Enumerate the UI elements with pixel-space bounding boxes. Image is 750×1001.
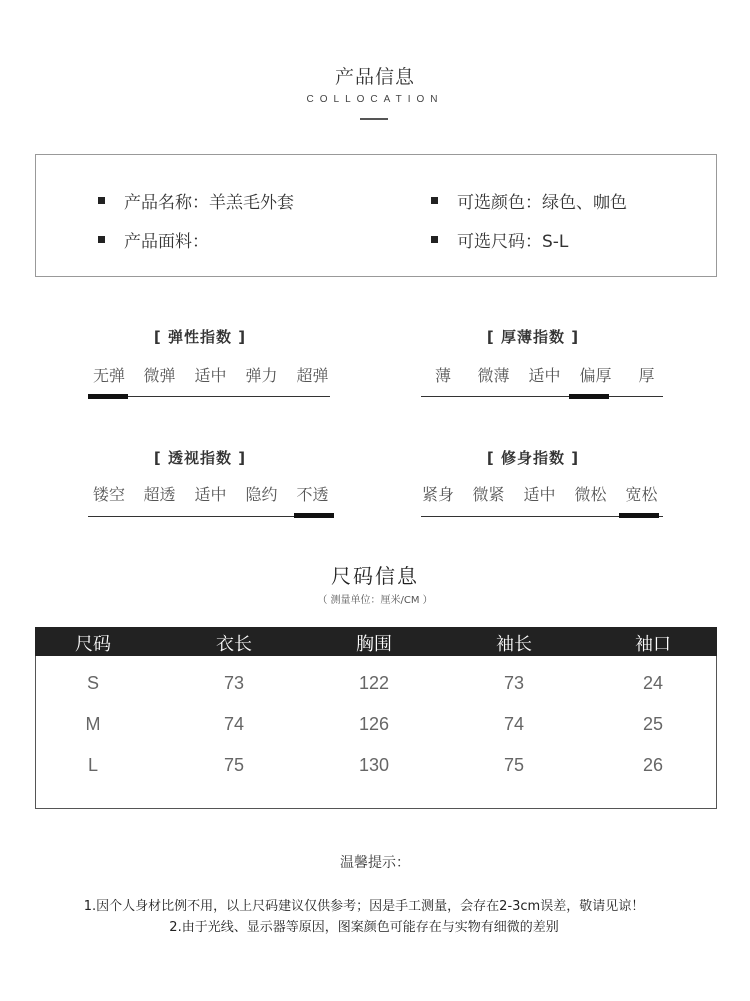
table-cell: 74 — [503, 714, 525, 734]
tip-line-1: 1.因个人身材比例不用，以上尺码建议仅供参考；因是手工测量，会存在2-3cm误差，敬请见谅！ — [83, 899, 645, 914]
section-title-product-info: 产品信息 — [334, 66, 415, 88]
index-option: 宽松 — [625, 485, 658, 504]
index-option: 适中 — [528, 366, 561, 385]
table-header-cell: 袖口 — [635, 634, 671, 655]
thickness-index — [403, 326, 663, 347]
table-cell: 73 — [503, 673, 525, 693]
index-option: 镂空 — [92, 485, 125, 504]
fit-options — [413, 482, 667, 505]
index-option: 微弹 — [143, 366, 176, 385]
table-cell: 122 — [358, 673, 390, 693]
product-sizes-item — [431, 227, 568, 252]
table-cell: L — [87, 755, 98, 775]
bullet-icon — [98, 197, 105, 204]
fit-index — [403, 447, 663, 468]
bullet-icon — [98, 236, 105, 243]
index-title: [ 修身指数 ] — [486, 449, 580, 467]
thickness-options — [418, 363, 672, 386]
fit-selected-marker — [619, 513, 659, 518]
elasticity-index — [70, 326, 330, 347]
section-subtitle: COLLOCATION — [306, 94, 444, 105]
product-name-item — [98, 188, 294, 213]
transparency-index — [70, 447, 330, 468]
table-cell: 75 — [223, 755, 245, 775]
index-title: [ 透视指数 ] — [153, 449, 247, 467]
section-title-size-info: 尺码信息 — [331, 564, 419, 588]
table-header-cell: 袖长 — [496, 634, 532, 655]
index-option: 超透 — [143, 485, 176, 504]
product-colors-item — [431, 188, 627, 213]
table-cell: S — [86, 673, 99, 693]
table-header-cell: 衣长 — [216, 634, 252, 655]
index-option: 无弹 — [92, 366, 125, 385]
index-option: 适中 — [194, 485, 227, 504]
index-option: 紧身 — [421, 485, 454, 504]
product-colors-text: 可选颜色：绿色、咖色 — [457, 193, 627, 213]
tip-line-2: 2.由于光线、显示器等原因，图案颜色可能存在与实物有细微的差别 — [169, 920, 559, 935]
measurement-unit-note: （ 测量单位：厘米/CM ） — [317, 595, 433, 606]
table-cell: 126 — [358, 714, 390, 734]
transparency-options — [84, 482, 338, 505]
product-fabric-item — [98, 227, 209, 252]
table-cell: M — [85, 714, 101, 734]
index-option: 微松 — [574, 485, 607, 504]
table-header-cell: 尺码 — [75, 634, 111, 655]
index-option: 隐约 — [245, 485, 278, 504]
index-option: 偏厚 — [579, 366, 612, 385]
index-option: 不透 — [296, 485, 329, 504]
thickness-selected-marker — [569, 394, 609, 399]
product-fabric-text: 产品面料： — [124, 232, 209, 252]
index-title: [ 厚薄指数 ] — [486, 328, 580, 346]
elasticity-options — [84, 363, 338, 386]
index-option: 弹力 — [245, 366, 278, 385]
transparency-selected-marker — [294, 513, 334, 518]
index-option: 适中 — [523, 485, 556, 504]
elasticity-selected-marker — [88, 394, 128, 399]
table-cell: 24 — [642, 673, 664, 693]
table-cell: 26 — [642, 755, 664, 775]
product-sizes-text: 可选尺码：S-L — [457, 232, 569, 252]
tips-title: 温馨提示： — [340, 855, 410, 871]
bullet-icon — [431, 197, 438, 204]
product-info-box — [35, 154, 717, 277]
index-title: [ 弹性指数 ] — [153, 328, 247, 346]
title-divider — [360, 118, 388, 120]
table-cell: 75 — [503, 755, 525, 775]
table-cell: 25 — [642, 714, 664, 734]
index-option: 适中 — [194, 366, 227, 385]
index-option: 薄 — [434, 366, 451, 385]
index-option: 厚 — [638, 366, 655, 385]
index-option: 微紧 — [472, 485, 505, 504]
table-cell: 74 — [223, 714, 245, 734]
bullet-icon — [431, 236, 438, 243]
table-cell: 73 — [223, 673, 245, 693]
thickness-scale-line — [421, 396, 663, 397]
table-cell: 130 — [358, 755, 390, 775]
product-name-text: 产品名称：羊羔毛外套 — [124, 193, 294, 213]
index-option: 微薄 — [477, 366, 510, 385]
table-header-cell: 胸围 — [356, 634, 392, 655]
index-option: 超弹 — [296, 366, 329, 385]
